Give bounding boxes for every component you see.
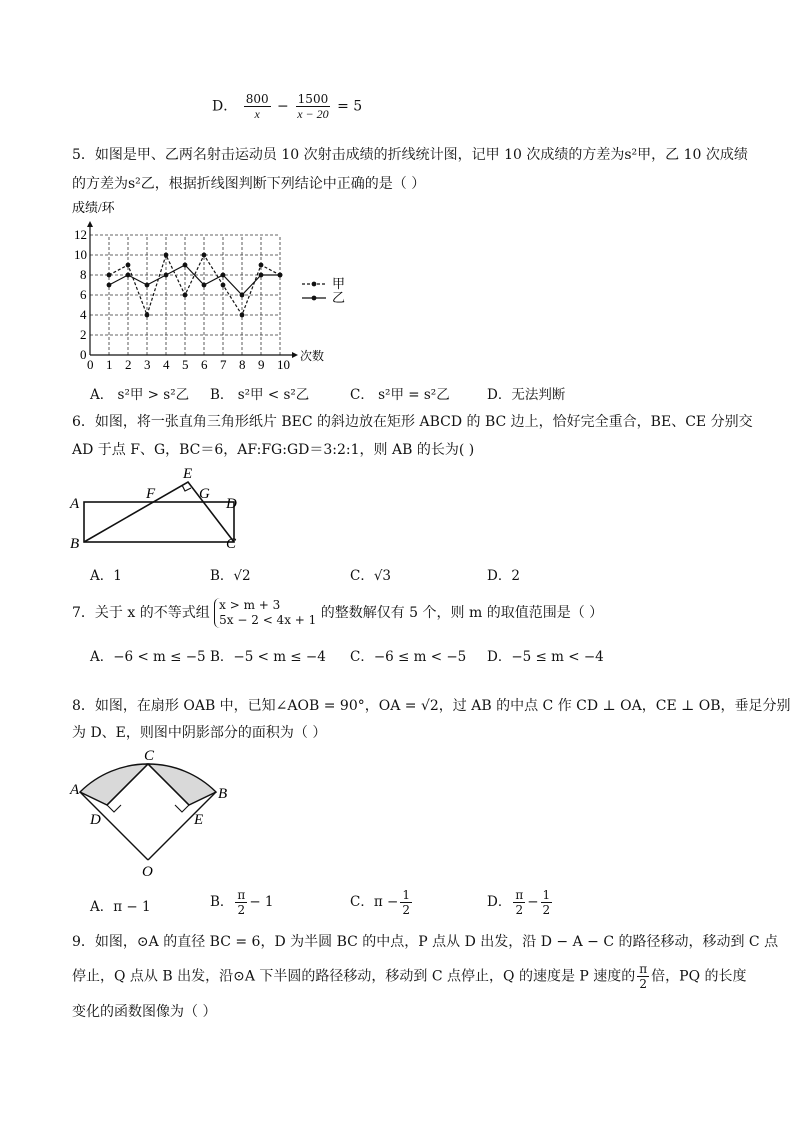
q9-stem-line2: 停止，Q 点从 B 出发，沿⊙A 下半圆的路径移动，移动到 C 点停止，Q 的速度是 P 速度的 $\frac{\pi}{2}$ 倍，PQ 的长度 [72,962,747,991]
data-point [107,283,112,288]
q7-option-d[interactable]: D．−5 ≤ m < −4 [487,649,604,665]
label-o: O [142,864,153,878]
x-tick-label: 8 [239,357,246,372]
label-e: E [183,466,193,482]
q8-option-a[interactable]: A．π − 1 [90,899,151,915]
data-point [259,263,264,268]
x-axis-arrow [292,352,298,358]
label-e: E [194,812,204,828]
x-tick-label: 7 [220,357,227,372]
q5-option-d[interactable]: D．无法判断 [487,387,566,403]
triangle-bec [84,482,234,542]
data-point [145,283,150,288]
q5-option-a[interactable]: A． s²甲 > s²乙 [90,387,190,403]
q6-option-b[interactable]: B．√2 [210,568,251,584]
q7-inequality-2: 5x − 2 < 4x + 1 [219,613,317,627]
q5-option-c[interactable]: C． s²甲 = s²乙 [350,387,450,403]
data-point [240,313,245,318]
score-line-chart [70,198,350,376]
q8-option-b[interactable]: B． $\frac{\pi}{2}$ − 1 [210,888,274,917]
x-tick-label: 4 [163,357,170,372]
legend-marker [312,282,317,287]
data-point [126,263,131,268]
data-point [164,273,169,278]
q7-inequality-1: x > m + 3 [219,598,281,612]
rectangle-abcd [84,502,234,542]
label-c: C [226,536,237,552]
y-tick-label: 2 [80,327,87,342]
data-point [145,313,150,318]
y-axis-arrow [87,221,93,227]
segment-ob [148,792,216,860]
q6-rectangle-triangle-figure [66,462,256,558]
label-b: B [70,536,80,552]
y-tick-label: 12 [74,227,87,242]
q6-option-a[interactable]: A．1 [90,568,122,584]
q6-option-c[interactable]: C．√3 [350,568,392,584]
x-tick-label: 10 [277,357,290,372]
y-tick-label: 8 [80,267,87,282]
chart-xlabel: 次数 [300,349,325,363]
q7-option-c[interactable]: C．−6 ≤ m < −5 [350,649,467,665]
data-point [202,283,207,288]
q7-option-a[interactable]: A．−6 < m ≤ −5 [90,649,206,665]
q7-intro: 7．关于 x 的不等式组 [72,605,210,621]
q7-tail: 的整数解仅有 5 个，则 m 的取值范围是（ ） [320,605,604,621]
label-b: B [218,786,228,802]
q9-stem-line3: 变化的函数图像为（ ） [72,1004,217,1020]
q8-stem-line1: 8．如图，在扇形 OAB 中，已知∠AOB = 90°，OA = √2，过 AB 的中点 C 作 CD ⊥ OA，CE ⊥ OB，垂足分别 [72,698,791,714]
q5-option-b[interactable]: B． s²甲 < s²乙 [210,387,310,403]
label-c: C [144,748,155,764]
data-point [202,253,207,258]
x-tick-label: 5 [182,357,189,372]
data-point [126,273,131,278]
x-tick-label: 1 [106,357,113,372]
x-tick-label: 9 [258,357,265,372]
chart-legend [302,276,345,305]
q5-stem-line1: 5．如图是甲、乙两名射击运动员 10 次射击成绩的折线统计图，记甲 10 次成绩的方差为s²甲，乙 10 次成绩 [72,147,748,163]
q6-option-d[interactable]: D．2 [487,568,520,584]
legend-marker [312,296,317,301]
data-point [278,273,283,278]
series-line-1 [109,255,280,315]
data-point [221,283,226,288]
y-tick-label: 0 [80,347,87,362]
data-point [107,273,112,278]
chart-series [107,253,283,318]
label-g: G [199,486,210,502]
right-angle-mark-e [175,805,189,812]
label-d: D [90,812,101,828]
series-line-2 [109,265,280,295]
label-d: D [226,496,237,512]
data-point [259,273,264,278]
q8-stem-line2: 为 D、E，则图中阴影部分的面积为（ ） [72,725,327,741]
data-point [183,293,188,298]
x-tick-label: 6 [201,357,208,372]
right-angle-mark-e [182,485,191,491]
prev-option-d: D． $\frac{800}{x}$ − $\frac{1500}{x - 20}$ = 5 [212,92,363,121]
data-point [164,253,169,258]
data-point [183,263,188,268]
data-point [221,273,226,278]
q7-stem [72,598,603,628]
y-tick-label: 10 [74,247,87,262]
q8-sector-figure [66,748,246,878]
x-tick-label: 0 [87,357,94,372]
right-angle-mark-d [107,805,121,812]
y-tick-label: 4 [80,307,87,322]
chart-ylabel: 成绩/环 [72,200,115,215]
x-tick-label: 2 [125,357,132,372]
data-point [240,293,245,298]
legend-label: 乙 [332,290,346,305]
q6-stem-line2: AD 于点 F、G，BC＝6，AF:FG:GD＝3:2:1，则 AB 的长为( ) [72,442,475,458]
label-a: A [70,496,80,512]
q8-option-c[interactable]: C．π − $\frac{1}{2}$ [350,888,410,917]
label-a: A [70,782,80,798]
q6-stem-line1: 6．如图，将一张直角三角形纸片 BEC 的斜边放在矩形 ABCD 的 BC 边上，恰好完全重合，BE、CE 分别交 [72,414,753,430]
legend-label: 甲 [332,276,346,291]
label-f: F [146,486,156,502]
q7-option-b[interactable]: B．−5 < m ≤ −4 [210,649,326,665]
chart-axes [74,221,324,372]
q8-option-d[interactable]: D． $\frac{\pi}{2}$ − $\frac{1}{2}$ [487,888,551,917]
x-tick-label: 3 [144,357,151,372]
q9-stem-line1: 9．如图，⊙A 的直径 BC = 6，D 为半圆 BC 的中点，P 点从 D 出发，沿 D − A − C 的路径移动，移动到 C 点 [72,934,779,950]
q5-stem-line2: 的方差为s²乙，根据折线图判断下列结论中正确的是（ ） [72,176,426,192]
q7-inequality-system [214,598,316,628]
y-tick-label: 6 [80,287,87,302]
